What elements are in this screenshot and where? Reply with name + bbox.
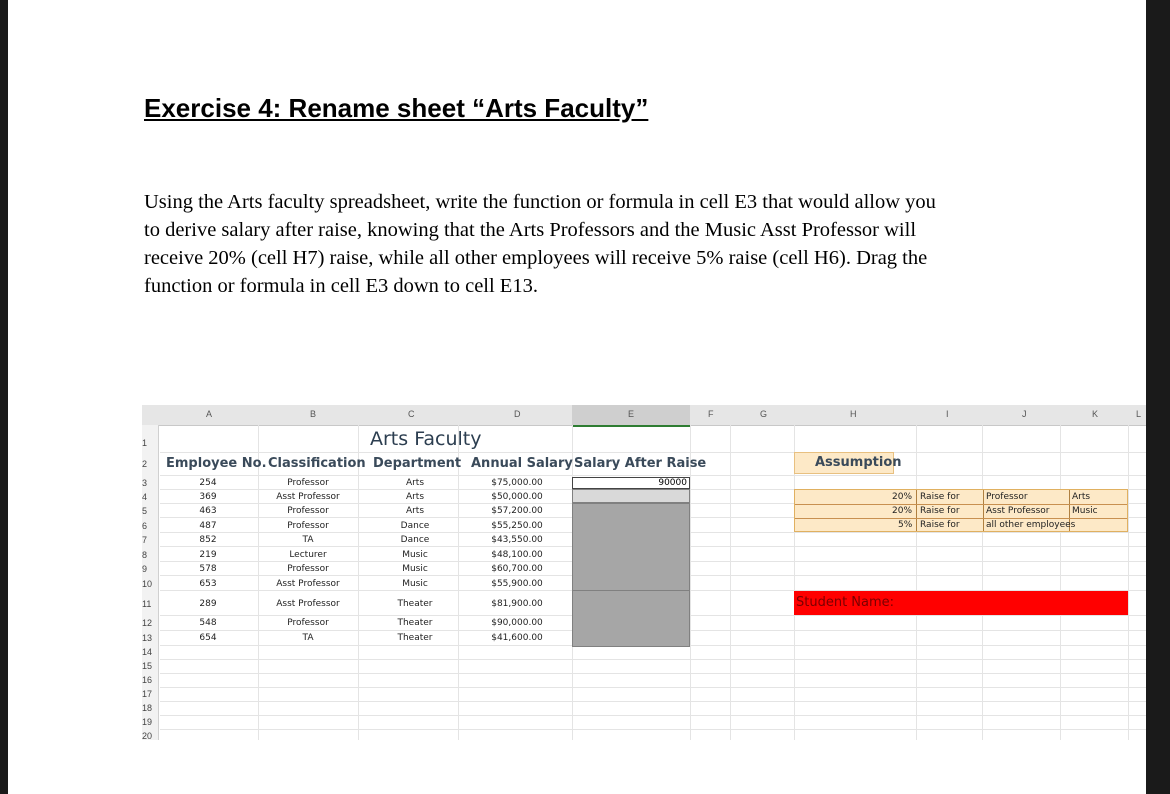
paragraph-line: function or formula in cell E3 down to cell E13. xyxy=(144,275,538,297)
cell-employee-no[interactable]: 369 xyxy=(199,492,217,502)
column-letter: L xyxy=(1136,409,1142,419)
row-number: 2 xyxy=(142,459,148,469)
cell-annual-salary[interactable]: $50,000.00 xyxy=(491,492,543,502)
column-letter: K xyxy=(1092,409,1099,419)
row-number: 3 xyxy=(142,478,148,488)
row-number: 1 xyxy=(142,438,148,448)
column-letter: I xyxy=(946,409,949,419)
column-letter: H xyxy=(850,409,857,419)
raise-department: Arts xyxy=(1072,492,1091,502)
row-number: 6 xyxy=(142,521,148,531)
cell-employee-no[interactable]: 578 xyxy=(199,564,217,574)
row-number: 19 xyxy=(142,717,153,727)
column-letter: E xyxy=(628,409,635,419)
cell-annual-salary[interactable]: $55,900.00 xyxy=(491,579,543,589)
cell-annual-salary[interactable]: $81,900.00 xyxy=(491,599,543,609)
cell-department[interactable]: Theater xyxy=(397,599,433,609)
cell-classification[interactable]: Asst Professor xyxy=(276,492,340,502)
raise-for-label: Raise for xyxy=(920,520,960,530)
cell-employee-no[interactable]: 289 xyxy=(199,599,217,609)
spreadsheet-screenshot xyxy=(142,405,1146,740)
paragraph-line: to derive salary after raise, knowing that the Arts Professors and the Music Asst Professor will xyxy=(144,219,917,241)
header-department: Department xyxy=(373,456,462,471)
column-letter: J xyxy=(1022,409,1027,419)
cell-e4[interactable] xyxy=(572,489,690,503)
column-letter: G xyxy=(760,409,768,419)
cell-department[interactable]: Arts xyxy=(405,506,425,516)
cell-annual-salary[interactable]: $55,250.00 xyxy=(491,521,543,531)
cell-employee-no[interactable]: 219 xyxy=(199,550,217,560)
raise-for-label: Raise for xyxy=(920,506,960,516)
cell-classification[interactable]: Asst Professor xyxy=(276,579,340,589)
cell-employee-no[interactable]: 254 xyxy=(199,478,217,488)
cell-classification[interactable]: Professor xyxy=(287,478,329,488)
raise-classification: all other employees xyxy=(986,520,1076,530)
assumption-label: Assumption xyxy=(815,455,902,470)
cell-annual-salary[interactable]: $48,100.00 xyxy=(491,550,543,560)
row-number: 7 xyxy=(142,535,148,545)
column-header-bar xyxy=(142,405,1146,426)
row-number: 14 xyxy=(142,647,153,657)
cell-employee-no[interactable]: 852 xyxy=(199,535,217,545)
cell-classification[interactable]: TA xyxy=(302,535,314,545)
header-salary-after-raise: Salary After Raise xyxy=(574,456,707,471)
paragraph-line: receive 20% (cell H7) raise, while all other employees will receive 5% raise (cell H6). Drag the xyxy=(144,247,928,269)
cell-employee-no[interactable]: 487 xyxy=(199,521,217,531)
right-border xyxy=(1146,0,1170,794)
cell-annual-salary[interactable]: $60,700.00 xyxy=(491,564,543,574)
cell-classification[interactable]: Lecturer xyxy=(289,550,327,560)
cell-e3[interactable]: 90000 xyxy=(572,477,690,489)
raise-pct: 5% xyxy=(898,520,913,530)
cell-annual-salary[interactable]: $43,550.00 xyxy=(491,535,543,545)
cell-classification[interactable]: Professor xyxy=(287,506,329,516)
row-number: 12 xyxy=(142,618,153,628)
cell-classification[interactable]: Professor xyxy=(287,618,329,628)
row-number: 8 xyxy=(142,550,148,560)
cell-department[interactable]: Music xyxy=(402,550,428,560)
cell-range-e11-e13[interactable] xyxy=(572,590,690,647)
cell-department[interactable]: Music xyxy=(402,564,428,574)
student-name-cell[interactable] xyxy=(794,591,1128,615)
cell-annual-salary[interactable]: $75,000.00 xyxy=(491,478,543,488)
row-number: 16 xyxy=(142,675,153,685)
cell-employee-no[interactable]: 654 xyxy=(199,633,217,643)
column-letter: B xyxy=(310,409,317,419)
row-number: 18 xyxy=(142,703,153,713)
row-number: 11 xyxy=(142,599,152,609)
cell-classification[interactable]: Professor xyxy=(287,521,329,531)
student-name-label: Student Name: xyxy=(796,595,895,610)
raise-pct: 20% xyxy=(892,506,913,516)
raise-department: Music xyxy=(1072,506,1098,516)
row-number: 9 xyxy=(142,564,148,574)
cell-department[interactable]: Dance xyxy=(400,535,430,545)
cell-classification[interactable]: TA xyxy=(302,633,314,643)
cell-classification[interactable]: Professor xyxy=(287,564,329,574)
raise-pct: 20% xyxy=(892,492,913,502)
raise-classification: Professor xyxy=(986,492,1028,502)
paragraph-line: Using the Arts faculty spreadsheet, write the function or formula in cell E3 that would allow you xyxy=(144,191,936,213)
cell-annual-salary[interactable]: $57,200.00 xyxy=(491,506,543,516)
row-number: 4 xyxy=(142,492,148,502)
raise-assumption-table xyxy=(794,489,1128,532)
cell-annual-salary[interactable]: $90,000.00 xyxy=(491,618,543,628)
exercise-title: Exercise 4: Rename sheet “Arts Faculty” xyxy=(144,93,649,123)
cell-department[interactable]: Arts xyxy=(405,492,425,502)
row-number: 17 xyxy=(142,689,153,699)
header-employee-no: Employee No. xyxy=(166,456,267,471)
left-border xyxy=(0,0,8,794)
cell-department[interactable]: Arts xyxy=(405,478,425,488)
instructions-paragraph xyxy=(144,188,1044,300)
document-page xyxy=(8,0,1146,794)
column-letter: F xyxy=(708,409,714,419)
row-number: 15 xyxy=(142,661,153,671)
cell-department[interactable]: Theater xyxy=(397,618,433,628)
column-letter: D xyxy=(514,409,521,419)
header-classification: Classification xyxy=(268,456,366,471)
row-number: 20 xyxy=(142,731,153,741)
cell-employee-no[interactable]: 548 xyxy=(199,618,217,628)
raise-classification: Asst Professor xyxy=(986,506,1050,516)
cell-department[interactable]: Dance xyxy=(400,521,430,531)
cell-employee-no[interactable]: 463 xyxy=(199,506,217,516)
assumption-label-cell xyxy=(794,452,902,474)
header-annual-salary: Annual Salary xyxy=(471,456,573,471)
row-number: 5 xyxy=(142,506,148,516)
column-letter: A xyxy=(206,409,213,419)
cell-department[interactable]: Theater xyxy=(397,633,433,643)
cell-classification[interactable]: Asst Professor xyxy=(276,599,340,609)
sheet-title: Arts Faculty xyxy=(370,428,482,450)
cell-annual-salary[interactable]: $41,600.00 xyxy=(491,633,543,643)
row-number: 10 xyxy=(142,579,153,589)
column-letter: C xyxy=(408,409,415,419)
raise-for-label: Raise for xyxy=(920,492,960,502)
row-number: 13 xyxy=(142,633,153,643)
cell-employee-no[interactable]: 653 xyxy=(199,579,217,589)
cell-department[interactable]: Music xyxy=(402,579,428,589)
